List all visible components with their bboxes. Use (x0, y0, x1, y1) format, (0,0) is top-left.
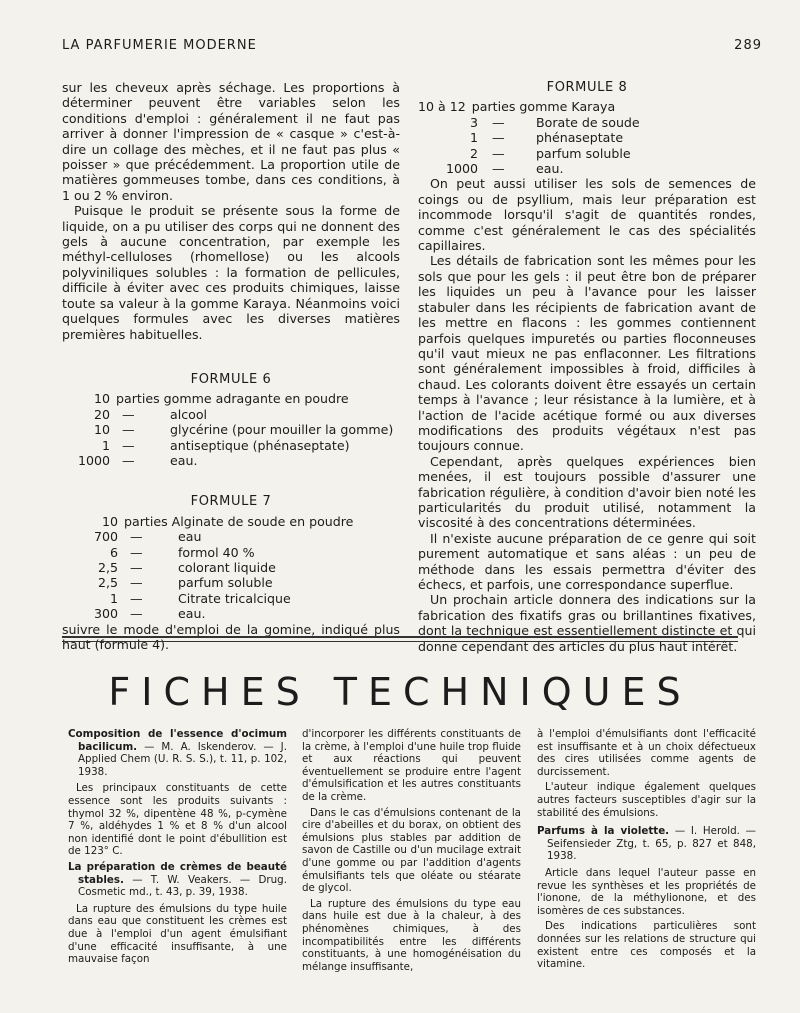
formula-desc: parfum soluble (536, 145, 631, 161)
formula-dash: — (130, 544, 143, 560)
formula-qty: 1000 (445, 161, 478, 177)
reference-title: Composition de l'essence d'ocimum bacilicum. (68, 728, 287, 753)
formula-desc: eau. (178, 606, 206, 622)
running-header (62, 38, 762, 53)
formula-dash: — (492, 114, 505, 130)
formula-row (62, 422, 400, 437)
formula-row (62, 591, 400, 606)
formula-row (418, 130, 756, 145)
closing-paragraph: suivre le mode d'emploi de la gomine, indiqué plus haut (formule 4). (62, 621, 400, 652)
formula-desc: Citrate tricalcique (178, 590, 291, 606)
formula-unit: parties (116, 391, 160, 407)
formula-dash: — (122, 406, 135, 422)
formula-dash: — (130, 606, 143, 622)
paragraph: Dans le cas d'émulsions contenant de la cire d'abeilles et du borax, on obtient des émulsions plus stables par addition de savon de Castille ou d'un mucilage extrait d'une gomme ou par l'addition d'agents émulsifiants tels que oléate ou stéarate de glycol. (302, 806, 521, 895)
formula-qty: 2,5 (97, 575, 118, 591)
paragraph: sur les cheveux après séchage. Les proportions à déterminer peuvent être variables selon les conditions d'emploi : généralement il ne faut pas arriver à donner l'impression de « casque » c'est-à-dire un collage des mèches, et il ne faut pas plus « poisser » que précédemment. La proportion utile de matières gommeuses tombe, dans ces conditions, à 1 ou 2 % environ. (62, 80, 400, 203)
formula-qty: 3 (469, 114, 478, 130)
formula-desc: formol 40 % (178, 544, 255, 560)
formula-row (62, 560, 400, 575)
formula-unit: parties (471, 99, 516, 115)
paragraph: La rupture des émulsions du type huile dans eau que constituent les crèmes est due à l'emploi d'un agent émulsifiant d'une efficacité insuffisante, à une mauvaise façon (68, 902, 287, 966)
paragraph: Cependant, après quelques expériences bien menées, il est toujours possible d'assurer une fabrication régulière, à condition d'avoir bien noté les particularités du produit utilisé, notamment la viscosité à des concentrations déterminées. (418, 453, 756, 531)
paragraph: à l'emploi d'émulsifiants dont l'efficacité est insuffisante et à un choix défectueux des cires utilisées comme agents de durcissement. (537, 728, 756, 778)
formula-7-title: FORMULE 7 (190, 494, 272, 510)
formula-desc: antiseptique (phénaseptate) (170, 437, 350, 453)
formula-row (62, 407, 400, 422)
formula-desc: eau (178, 529, 202, 545)
formula-qty: 2 (469, 145, 478, 161)
formula-dash: — (122, 437, 135, 453)
formula-row (62, 575, 400, 590)
formula-qty: 2,5 (97, 559, 118, 575)
formula-6-title: FORMULE 6 (190, 371, 272, 387)
formula-qty: 10 (101, 513, 118, 529)
paragraph: Des indications particulières sont données sur les relations de structure qui existent entre ces composés et la vitamine. (537, 920, 756, 971)
formula-8-title: FORMULE 8 (546, 80, 628, 95)
paragraph: Un prochain article donnera des indications sur la fabrication des fixatifs gras ou brillantines fixatives, dont la technique est essentiellement distincte et qui donne cependant des articles du plus haut intérêt. (418, 592, 756, 654)
paragraph: Puisque le produit se présente sous la forme de liquide, on a pu utiliser des corps qui ne donnent des gels à aucune concentration, par exemple les méthyl-celluloses (rhomellose) ou les alcools polyviniliques solubles : la formation de pellicules, difficile à éviter avec ces produits chimiques, laisse toute sa valeur à la gomme Karaya. Néanmoins voici quelques formules avec les diverses matières premières habituelles. (62, 203, 400, 342)
formula-qty: 1 (109, 590, 118, 606)
section-rule (62, 636, 738, 638)
paragraph: Il n'existe aucune préparation de ce genre qui soit purement automatique et sans aléas : un peu de méthode dans les essais permettra d'éviter des échecs, et parfois, une correspondance superflue. (418, 530, 756, 592)
formula-qty: 6 (109, 544, 118, 560)
formula-qty: 1000 (77, 452, 110, 468)
formula-desc: Alginate de soude en poudre (171, 513, 354, 529)
formula-dash: — (122, 452, 135, 468)
formula-desc: phénaseptate (536, 130, 624, 146)
formula-6 (62, 391, 400, 468)
formula-dash: — (492, 130, 505, 146)
reference-entry (68, 728, 287, 778)
journal-title: LA PARFUMERIE MODERNE (62, 38, 257, 53)
formula-row (62, 529, 400, 544)
formula-dash: — (130, 575, 143, 591)
formula-row (418, 146, 756, 161)
formula-8 (418, 99, 756, 176)
formula-row (62, 606, 400, 621)
paragraph: L'auteur indique également quelques autres facteurs susceptibles d'agir sur la stabilité des émulsions. (537, 781, 756, 819)
formula-row (62, 391, 400, 406)
fiches-techniques-title: FICHES TECHNIQUES (108, 670, 692, 714)
formula-row (418, 115, 756, 130)
formula-dash: — (492, 161, 505, 177)
formula-dash: — (130, 529, 143, 545)
formula-dash: — (122, 422, 135, 438)
fiches-column-1 (68, 728, 287, 969)
right-column (418, 80, 756, 654)
formula-row (418, 99, 756, 114)
formula-row (418, 161, 756, 176)
formula-qty: 10 à 12 (418, 99, 466, 115)
formula-desc: eau. (536, 161, 564, 177)
paragraph: Article dans lequel l'auteur passe en revue les synthèses et les propriétés de l'ionone, de la méthylionone, et des isomères de ces substances. (537, 866, 756, 917)
formula-dash: — (492, 145, 505, 161)
formula-qty: 10 (93, 422, 110, 438)
formula-qty: 10 (93, 391, 110, 407)
section-rule-thin (62, 641, 738, 642)
formula-qty: 1 (101, 437, 110, 453)
formula-unit: parties (124, 513, 168, 529)
formula-dash: — (130, 559, 143, 575)
page-number: 289 (734, 38, 762, 53)
formula-qty: 20 (93, 406, 110, 422)
reference-source: — M. A. Iskenderov. — J. Applied Chem (U. R. S. S.), t. 11, p. 102, 1938. (78, 740, 287, 778)
paragraph: d'incorporer les différents constituants de la crème, à l'emploi d'une huile trop fluide et aux réactions qui peuvent éventuellement se produire entre l'agent d'émulsification et les autres constituants de la crème. (302, 728, 521, 803)
formula-desc: gomme Karaya (519, 99, 616, 115)
fiches-column-3 (537, 728, 756, 974)
paragraph: Les détails de fabrication sont les mêmes pour les sols que pour les gels : il peut être bon de préparer les liquides un peu à l'avance pour les laisser stabuler dans les récipients de fabrication avant de les mettre en flacons : les gommes contiennent parfois quelques impuretés ou parties floconneuses qu'il vaut mieux ne pas enflaconner. Les filtrations sont généralement impossibles à froid, difficiles à chaud. Les colorants doivent être essayés un certain temps à l'avance ; leur résistance à la lumière, et à l'action de l'acide acétique formé ou aux diverses modifications des produits végétaux n'est pas toujours connue. (418, 253, 756, 454)
reference-title: Parfums à la violette. (537, 825, 670, 838)
reference-entry (68, 861, 287, 899)
formula-desc: gomme adragante en poudre (163, 391, 349, 407)
formula-desc: eau. (170, 452, 198, 468)
paragraph: On peut aussi utiliser les sols de semences de coings ou de psyllium, mais leur préparation est incommode lorsqu'il s'agit de quantités rondes, comme c'est généralement le cas des spécialités capillaires. (418, 176, 756, 254)
formula-qty: 300 (93, 606, 118, 622)
reference-source: — I. Herold. — Seifensieder Ztg, t. 65, p. 827 et 848, 1938. (547, 825, 756, 863)
formula-row (62, 514, 400, 529)
formula-qty: 1 (469, 130, 478, 146)
formula-desc: parfum soluble (178, 575, 273, 591)
fiches-column-2 (302, 728, 521, 976)
formula-desc: colorant liquide (178, 559, 276, 575)
paragraph: Les principaux constituants de cette essence sont les produits suivants : thymol 32 %, dipentène 48 %, p-cymène 7 %, aldéhydes 1 % et 8 % d'un alcool non identifié dont le point d'ébullition est de 123° C. (68, 782, 287, 858)
formula-row (62, 438, 400, 453)
formula-qty: 700 (93, 529, 118, 545)
formula-desc: alcool (170, 406, 208, 422)
paragraph: La rupture des émulsions du type eau dans huile est due à la chaleur, à des phénomènes chimiques, à des incompatibilités entre les différents constituants, à une homogénéisation du mélange insuffisante, (302, 897, 521, 973)
formula-row (62, 453, 400, 468)
formula-7 (62, 514, 400, 622)
formula-desc: glycérine (pour mouiller la gomme) (170, 422, 394, 438)
formula-dash: — (130, 590, 143, 606)
reference-entry (537, 825, 756, 863)
reference-source: — T. W. Veakers. — Drug. Cosmetic md., t. 43, p. 39, 1938. (78, 873, 287, 899)
formula-row (62, 545, 400, 560)
formula-desc: Borate de soude (536, 114, 640, 130)
left-column (62, 80, 400, 652)
reference-title: La préparation de crèmes de beauté stables. (68, 860, 287, 886)
